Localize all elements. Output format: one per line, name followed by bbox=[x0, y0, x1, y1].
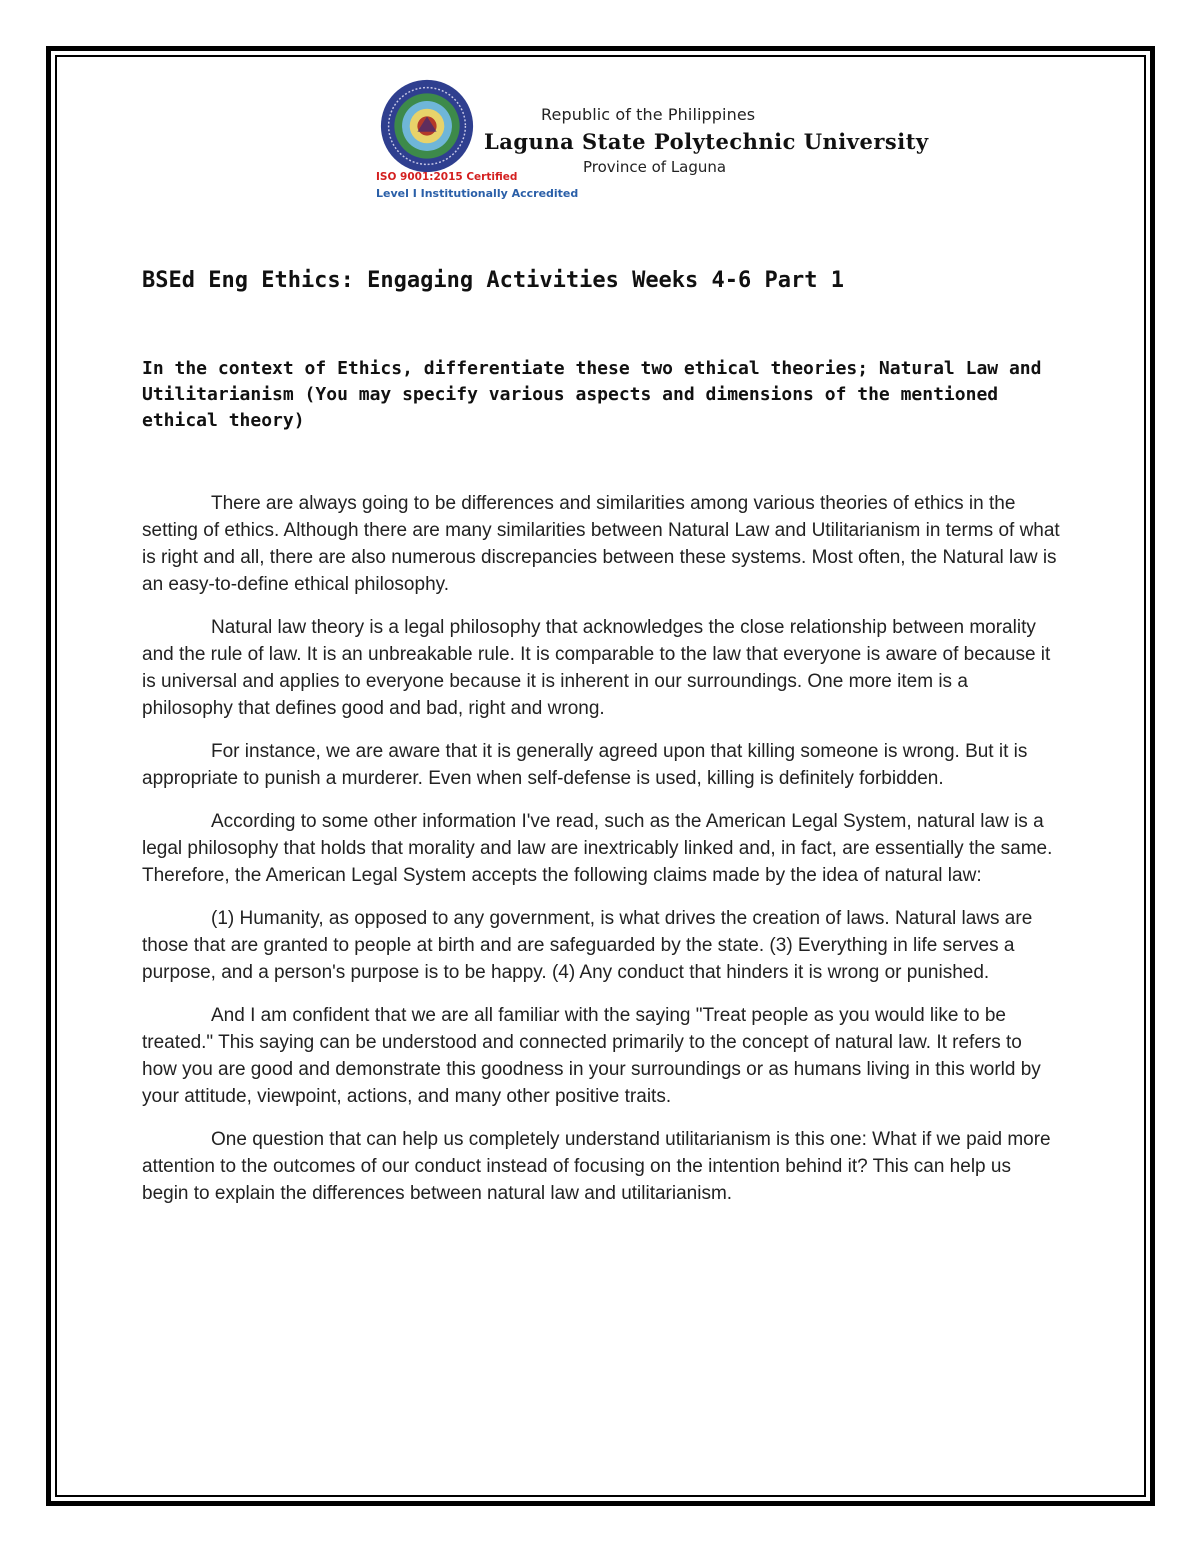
paragraph: Natural law theory is a legal philosophy that acknowledges the close relationship between morality and the rule of law. It is an unbreakable rule. It is comparable to the law that everyone is aware of because it is universal and applies to everyone because it is inherent in our surroundings. One more item is a philosophy that defines good and bad, right and wrong. bbox=[142, 617, 1051, 719]
paragraph: And I am confident that we are all familiar with the saying "Treat people as you would like to be treated." This saying can be understood and connected primarily to the concept of natural law. It refers to how you are good and demonstrate this goodness in your surroundings or as humans living in this world by your attitude, viewpoint, actions, and many other positive traits. bbox=[142, 1005, 1041, 1107]
university-name: Laguna State Polytechnic University bbox=[484, 129, 929, 154]
document-title: BSEd Eng Ethics: Engaging Activities Weeks 4-6 Part 1 bbox=[142, 268, 844, 293]
paragraph: One question that can help us completely understand utilitarianism is this one: What if we paid more attention to the outcomes of our conduct instead of focusing on the intention behind it? This can help us begin to explain the differences between natural law and utilitarianism. bbox=[142, 1129, 1051, 1204]
paragraph: For instance, we are aware that it is generally agreed upon that killing someone is wrong. But it is appropriate to punish a murderer. Even when self-defense is used, killing is definitely forbidden. bbox=[142, 741, 1028, 789]
essay-body bbox=[142, 490, 1060, 1223]
accreditation-label: Level I Institutionally Accredited bbox=[376, 187, 579, 200]
university-seal-icon bbox=[378, 78, 476, 174]
letterhead bbox=[376, 78, 929, 208]
iso-certification: ISO 9001:2015 Certified bbox=[376, 171, 518, 183]
paragraph: According to some other information I've read, such as the American Legal System, natural law is a legal philosophy that holds that morality and law are inextricably linked and, in fact, are essentially the same. Therefore, the American Legal System accepts the following claims made by the idea of natural law: bbox=[142, 811, 1053, 886]
paragraph: There are always going to be differences and similarities among various theories of ethics in the setting of ethics. Although there are many similarities between Natural Law and Utilitarianism in terms of what is right and all, there are also numerous discrepancies between these systems. Most often, the Natural law is an easy-to-define ethical philosophy. bbox=[142, 493, 1060, 595]
province-label: Province of Laguna bbox=[583, 158, 727, 176]
paragraph: (1) Humanity, as opposed to any government, is what drives the creation of laws. Natural laws are those that are granted to people at birth and are safeguarded by the state. (3) Everything in life serves a purpose, and a person's purpose is to be happy. (4) Any conduct that hinders it is wrong or punished. bbox=[142, 908, 1033, 983]
question-prompt: In the context of Ethics, differentiate these two ethical theories; Natural Law and Utilitarianism (You may specify various aspects and dimensions of the mentioned ethical theory) bbox=[142, 358, 1042, 431]
republic-label: Republic of the Philippines bbox=[541, 105, 756, 124]
